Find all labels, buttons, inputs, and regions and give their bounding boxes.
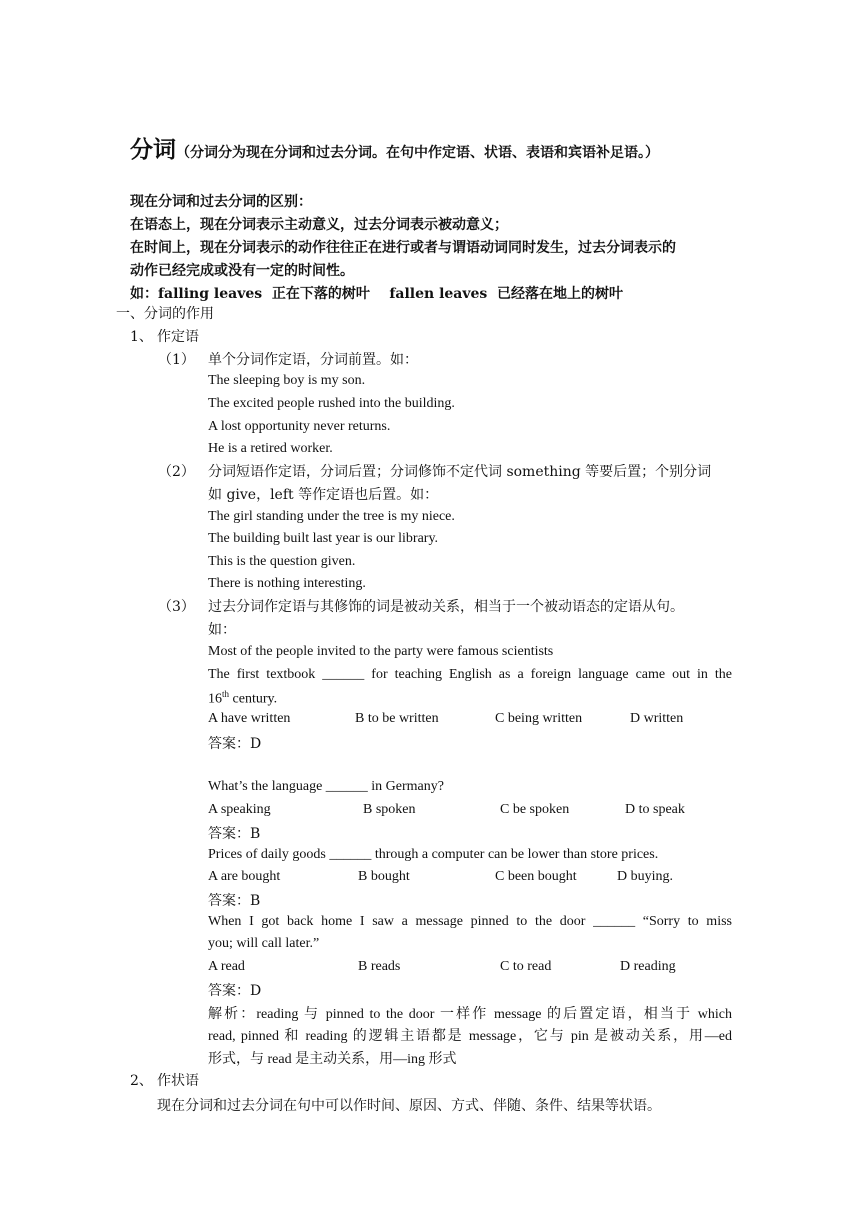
sub2-number: （2） [158, 464, 195, 480]
example-falling-cn: 正在下落的树叶 [271, 286, 370, 302]
sub3-number: （3） [158, 599, 195, 615]
q4-option-d: D reading [620, 959, 676, 974]
q3-option-a: A are bought [208, 869, 281, 884]
analysis-line-2: read, pinned 和 reading 的逻辑主语都是 message，它与 pin 是被动关系，用—ed [208, 1029, 732, 1044]
q1-option-c: C being written [495, 711, 583, 726]
sub1-example-2: The excited people rushed into the building. [208, 396, 455, 411]
q2-answer: 答案：B [208, 826, 261, 842]
example-fallen: fallen leaves [389, 286, 488, 302]
intro-line-time-b: 动作已经完成或没有一定的时间性。 [130, 263, 354, 279]
item2-label: 作状语 [157, 1073, 199, 1089]
q4-stem-b: you; will call later.” [208, 936, 320, 951]
sub1-example-4: He is a retired worker. [208, 441, 333, 456]
q3-option-c: C been bought [495, 869, 577, 884]
q4-option-c: C to read [500, 959, 552, 974]
example-prefix: 如： [130, 286, 158, 302]
title-subtitle: （分词分为现在分词和过去分词。在句中作定语、状语、表语和宾语补足语。） [176, 145, 659, 161]
sub2-example-1: The girl standing under the tree is my niece. [208, 509, 455, 524]
analysis-line-1: 解析：reading 与 pinned to the door 一样作 message 的后置定语，相当于 which [208, 1007, 732, 1022]
example-fallen-cn: 已经落在地上的树叶 [497, 286, 624, 302]
analysis-line-3: 形式，与 read 是主动关系，用—ing 形式 [208, 1052, 457, 1067]
sub1-number: （1） [158, 352, 195, 368]
q3-option-d: D buying. [617, 869, 673, 884]
q1-stem-b [208, 689, 277, 708]
sub3-text-b: 如： [208, 622, 236, 638]
title-main: 分词 [130, 136, 176, 163]
sub2-text-a: 分词短语作定语，分词后置；分词修饰不定代词 something 等要后置；个别分词 [208, 464, 712, 480]
intro-heading: 现在分词和过去分词的区别： [130, 194, 312, 210]
sub1-text: 单个分词作定语，分词前置。如： [208, 352, 418, 368]
q1-ordinal-suffix: th [222, 689, 230, 699]
q3-answer: 答案：B [208, 893, 261, 909]
intro-example [130, 283, 623, 303]
q1-option-a: A have written [208, 711, 291, 726]
item1-label: 作定语 [157, 329, 199, 345]
q1-option-b: B to be written [355, 711, 439, 726]
q2-stem: What’s the language ______ in Germany? [208, 779, 444, 794]
sub1-example-1: The sleeping boy is my son. [208, 373, 366, 388]
sub2-text-b: 如 give，left 等作定语也后置。如： [208, 487, 439, 503]
q1-ordinal-number: 16 [208, 691, 222, 707]
intro-line-time-a: 在时间上，现在分词表示的动作往往正在进行或者与谓语动词同时发生，过去分词表示的 [130, 240, 676, 256]
sub3-example: Most of the people invited to the party were famous scientists [208, 644, 554, 659]
q4-option-b: B reads [358, 959, 401, 974]
q1-answer: 答案：D [208, 736, 262, 752]
sub1-example-3: A lost opportunity never returns. [208, 419, 391, 434]
q2-option-c: C be spoken [500, 802, 570, 817]
page-title [130, 131, 659, 164]
q2-option-a: A speaking [208, 802, 271, 817]
item2-text: 现在分词和过去分词在句中可以作时间、原因、方式、伴随、条件、结果等状语。 [157, 1098, 661, 1114]
q4-answer: 答案：D [208, 983, 262, 999]
section-heading: 一、分词的作用 [116, 306, 214, 322]
sub2-example-2: The building built last year is our library. [208, 531, 439, 546]
q2-option-b: B spoken [363, 802, 416, 817]
q1-stem-a: The first textbook ______ for teaching English as a foreign language came out in the [208, 667, 732, 682]
item2-number: 2、 [130, 1073, 153, 1089]
q4-option-a: A read [208, 959, 245, 974]
sub2-example-3: This is the question given. [208, 554, 356, 569]
example-falling: falling leaves [158, 286, 263, 302]
item1-number: 1、 [130, 329, 153, 345]
q2-option-d: D to speak [625, 802, 685, 817]
sub3-text-a: 过去分词作定语与其修饰的词是被动关系，相当于一个被动语态的定语从句。 [208, 599, 684, 615]
intro-line-voice: 在语态上，现在分词表示主动意义，过去分词表示被动意义； [130, 217, 508, 233]
q3-option-b: B bought [358, 869, 410, 884]
q1-stem-rest: century. [229, 691, 278, 707]
q4-stem-a: When I got back home I saw a message pinned to the door ______ “Sorry to miss [208, 914, 732, 929]
q1-option-d: D written [630, 711, 684, 726]
sub2-example-4: There is nothing interesting. [208, 576, 366, 591]
q3-stem: Prices of daily goods ______ through a computer can be lower than store prices. [208, 847, 659, 862]
